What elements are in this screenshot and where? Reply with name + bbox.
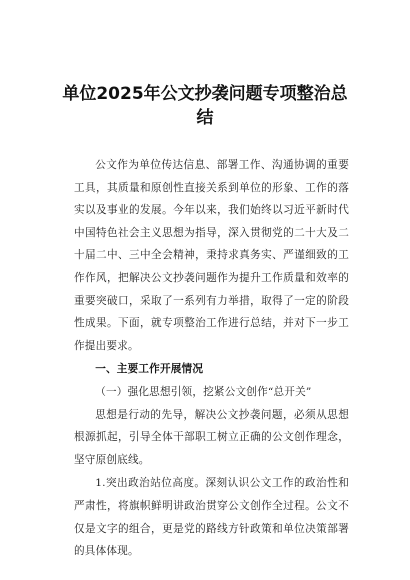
item-paragraph: 1.突出政治站位高度。深刻认识公文工作的政治性和严肃性，将旗帜鲜明讲政治贯穿公文创作全过程。公文不仅是文字的组合，更是党的路线方针政策和单位决策部署的具体体现。 bbox=[74, 477, 349, 558]
document-body bbox=[74, 154, 349, 563]
intro-paragraph: 公文作为单位传达信息、部署工作、沟通协调的重要工具，其质量和原创性直接关系到单位的形象、工作的落实以及事业的发展。今年以来，我们始终以习近平新时代中国特色社会主义思想为指导，深入贯彻党的二十大及二十届二中、三中全会精神，秉持求真务实、严谨细致的工作作风，把解决公文抄袭问题作为提升工作质量和效率的重要突破口，采取了一系列有力举措，取得了一定的阶段性成果。下面，就专项整治工作进行总结，并对下一步工作提出要求。 bbox=[74, 159, 349, 352]
subsection-heading: （一）强化思想引领，挖紧公文创作“总开关” bbox=[95, 385, 312, 398]
subsection-paragraph: 思想是行动的先导，解决公文抄袭问题，必须从思想根源抓起，引导全体干部职工树立正确的公文创作理念，坚守原创底线。 bbox=[74, 408, 349, 466]
section-heading: 一、主要工作开展情况 bbox=[95, 363, 204, 376]
document-title: 单位2025年公文抄袭问题专项整治总结 bbox=[62, 84, 348, 128]
